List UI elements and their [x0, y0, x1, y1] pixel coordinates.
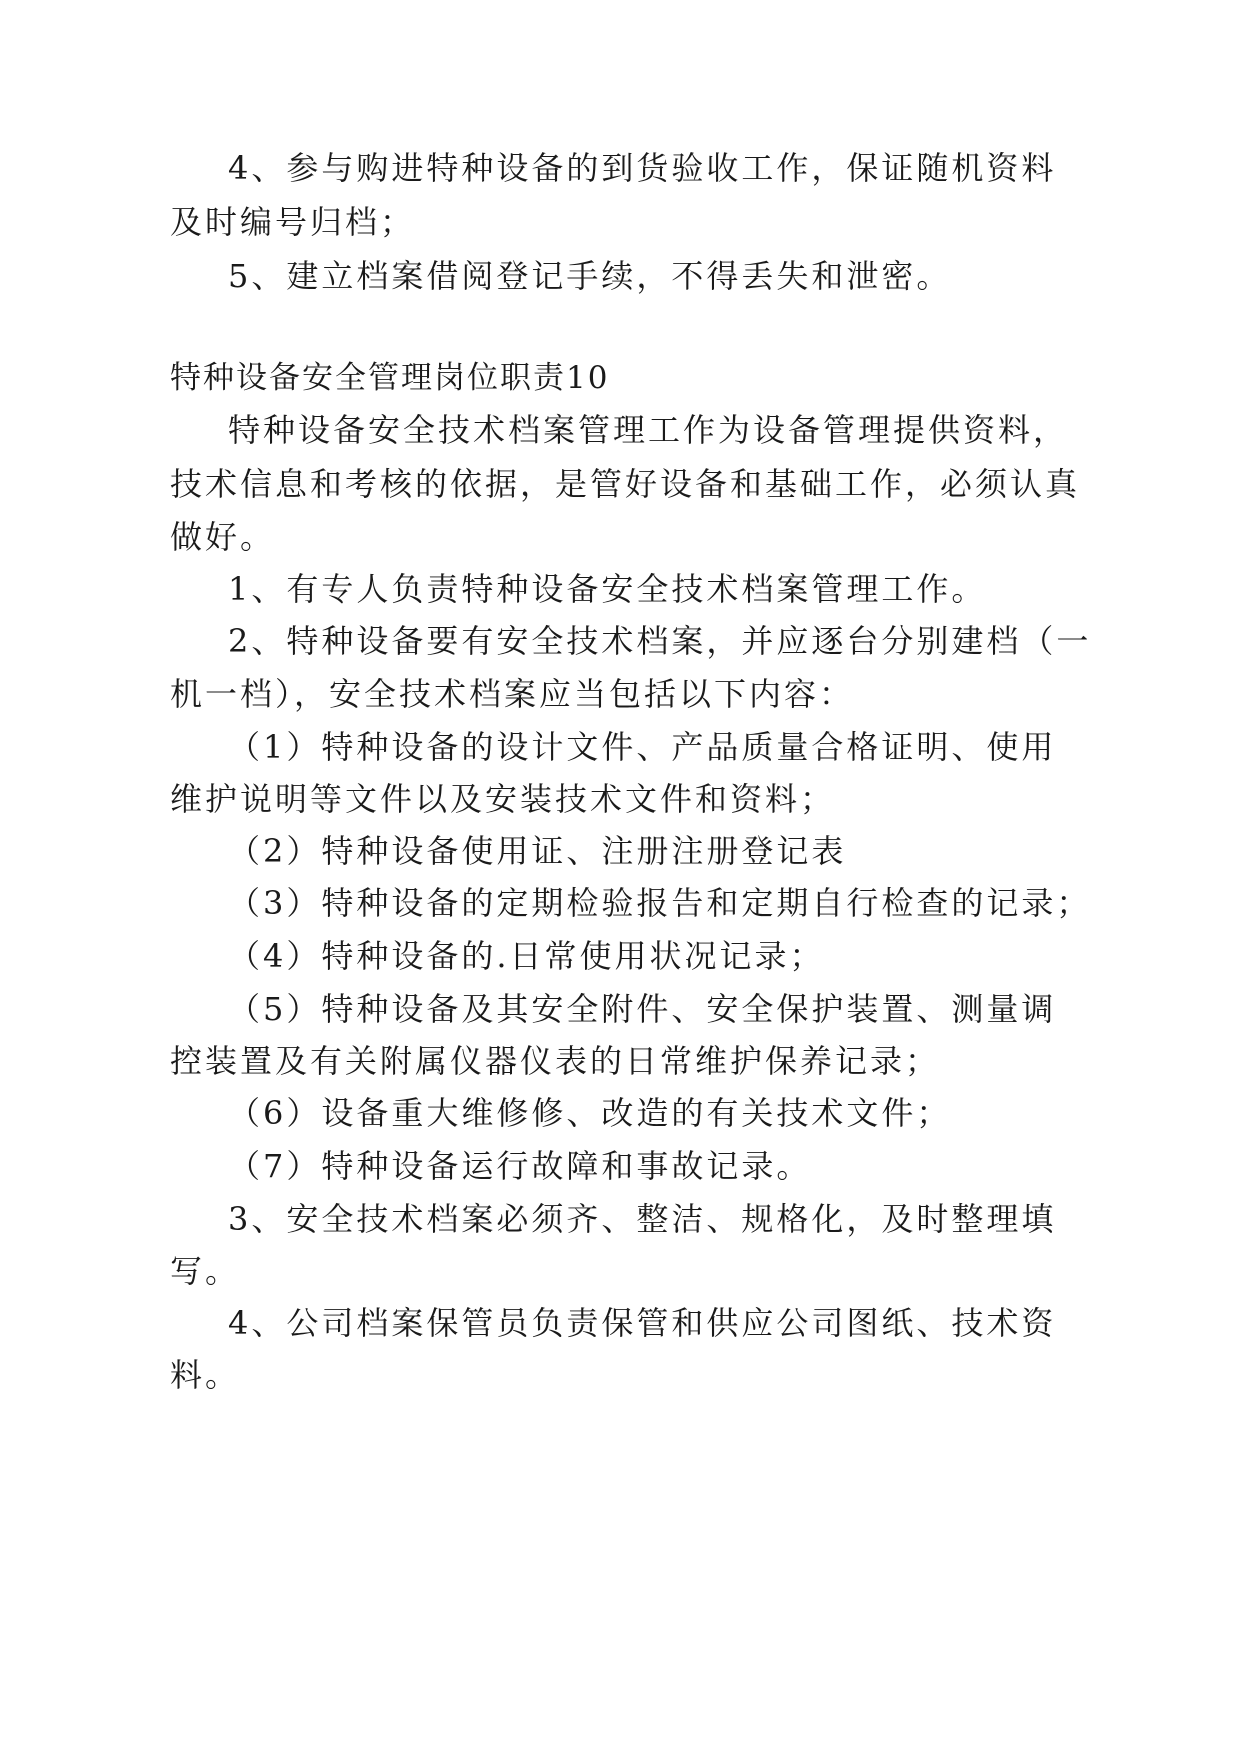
- item-4-line-1: 4、公司档案保管员负责保管和供应公司图纸、技术资: [228, 1304, 1057, 1342]
- intro-line-3: 做好。: [170, 518, 276, 556]
- sub-item-2: （2）特种设备使用证、注册注册登记表: [228, 832, 847, 870]
- item-4-line-2: 料。: [170, 1356, 241, 1394]
- sub-item-7: （7）特种设备运行故障和事故记录。: [228, 1147, 812, 1185]
- sub-item-1-line-2: 维护说明等文件以及安装技术文件和资料；: [170, 780, 836, 818]
- intro-line-1: 特种设备安全技术档案管理工作为设备管理提供资料，: [228, 411, 1069, 449]
- continuation-item-4-line-2: 及时编号归档；: [170, 203, 416, 241]
- sub-item-5-line-1: （5）特种设备及其安全附件、安全保护装置、测量调: [228, 990, 1057, 1028]
- sub-item-1-line-1: （1）特种设备的设计文件、产品质量合格证明、使用: [228, 728, 1057, 766]
- sub-item-4: （4）特种设备的.日常使用状况记录；: [228, 937, 825, 975]
- sub-item-3: （3）特种设备的定期检验报告和定期自行检查的记录；: [228, 884, 1092, 922]
- continuation-item-4-line-1: 4、参与购进特种设备的到货验收工作，保证随机资料: [228, 149, 1057, 187]
- sub-item-6: （6）设备重大维修修、改造的有关技术文件；: [228, 1094, 952, 1132]
- continuation-item-5: 5、建立档案借阅登记手续，不得丢失和泄密。: [228, 257, 952, 295]
- item-2-line-2: 机一档），安全技术档案应当包括以下内容：: [170, 675, 855, 713]
- section-title: 特种设备安全管理岗位职责10: [170, 360, 610, 396]
- intro-line-2: 技术信息和考核的依据，是管好设备和基础工作，必须认真: [170, 465, 1081, 503]
- item-3-line-2: 写。: [170, 1252, 241, 1290]
- item-1: 1、有专人负责特种设备安全技术档案管理工作。: [228, 570, 987, 608]
- item-3-line-1: 3、安全技术档案必须齐、整洁、规格化，及时整理填: [228, 1200, 1057, 1238]
- item-2-line-1: 2、特种设备要有安全技术档案，并应逐台分别建档（一: [228, 622, 1092, 660]
- sub-item-5-line-2: 控装置及有关附属仪器仪表的日常维护保养记录；: [170, 1042, 941, 1080]
